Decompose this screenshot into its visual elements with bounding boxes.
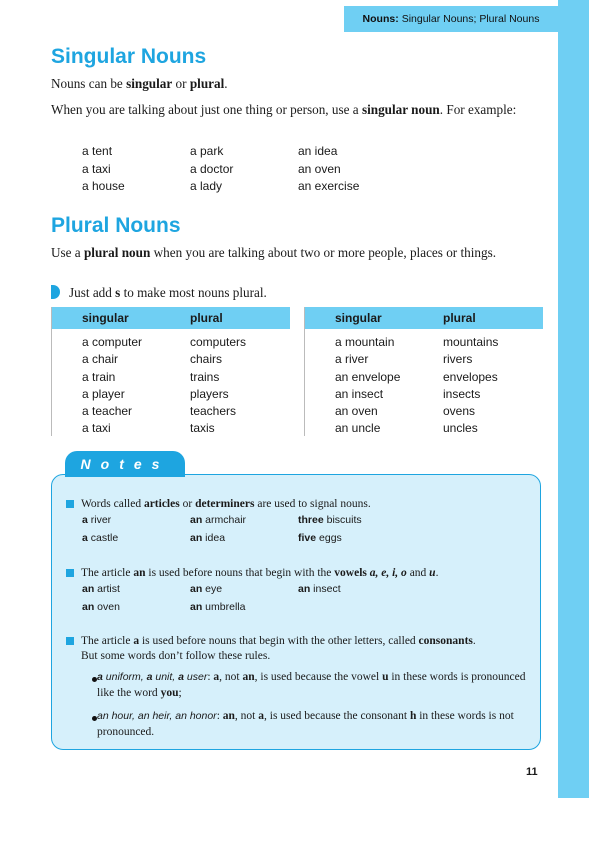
table-row: an envelope envelopes xyxy=(335,369,498,384)
table-row: a river rivers xyxy=(335,352,473,367)
note-bullet-silent-h: an hour, an heir, an honor: an, not a, is used because the consonant h in these words is not pronounced. xyxy=(97,710,514,738)
table-row: a train trains xyxy=(82,369,220,384)
note-bullet-vowel-u: a uniform, a unit, a user: a, not an, is used because the vowel u in these words is pronounced like the word you; xyxy=(97,671,526,699)
plural-tip: Just add s to make most nouns plural. xyxy=(69,285,267,300)
plural-heading: Plural Nouns xyxy=(51,214,181,237)
running-header xyxy=(344,6,558,32)
note-articles-examples: a river an armchair three biscuits a castle an idea five eggs xyxy=(82,514,362,544)
singular-intro: Nouns can be singular or plural. xyxy=(51,76,228,91)
table-header: singular plural xyxy=(52,307,290,329)
table-row: an insect insects xyxy=(335,386,481,401)
page-side-bar xyxy=(558,0,589,798)
table-row: a player players xyxy=(82,386,229,401)
plural-table-right xyxy=(304,307,543,436)
tip-bullet-icon xyxy=(51,285,60,299)
table-row: an uncle uncles xyxy=(335,421,478,436)
table-row: a mountain mountains xyxy=(335,335,499,349)
note-an: The article an is used before nouns that begin with the vowels a, e, i, o and u. xyxy=(66,566,536,581)
note-an-examples: an artist an eye an insect an oven an umbrella xyxy=(82,583,341,613)
table-row: a chair chairs xyxy=(82,352,223,367)
singular-usage: When you are talking about just one thing or person, use a singular noun. For example: xyxy=(51,102,517,117)
table-row: a teacher teachers xyxy=(82,404,237,419)
plural-table-left xyxy=(51,307,290,436)
singular-examples xyxy=(82,143,408,196)
note-a: The article a is used before nouns that begin with the other letters, called consonants. But some words don’t follow these rules. xyxy=(66,634,536,664)
square-bullet-icon xyxy=(66,637,74,645)
header-bold: Nouns: xyxy=(362,13,399,25)
singular-heading: Singular Nouns xyxy=(51,45,207,68)
example-row: a taxi a doctor an oven xyxy=(82,161,341,176)
table-row: a taxi taxis xyxy=(82,421,215,436)
page-number: 11 xyxy=(526,766,538,778)
example-row: a tent a park an idea xyxy=(82,144,338,158)
table-row: a computer computers xyxy=(82,335,247,349)
table-header: singular plural xyxy=(305,307,543,329)
example-row: a house a lady an exercise xyxy=(82,179,360,193)
table-row: an oven ovens xyxy=(335,404,476,419)
header-rest: Singular Nouns; Plural Nouns xyxy=(401,13,540,25)
square-bullet-icon xyxy=(66,500,74,508)
square-bullet-icon xyxy=(66,569,74,577)
notes-tab: Notes xyxy=(65,451,185,477)
plural-intro: Use a plural noun when you are talking about two or more people, places or things. xyxy=(51,245,497,260)
note-articles: Words called articles or determiners are used to signal nouns. xyxy=(66,497,536,512)
